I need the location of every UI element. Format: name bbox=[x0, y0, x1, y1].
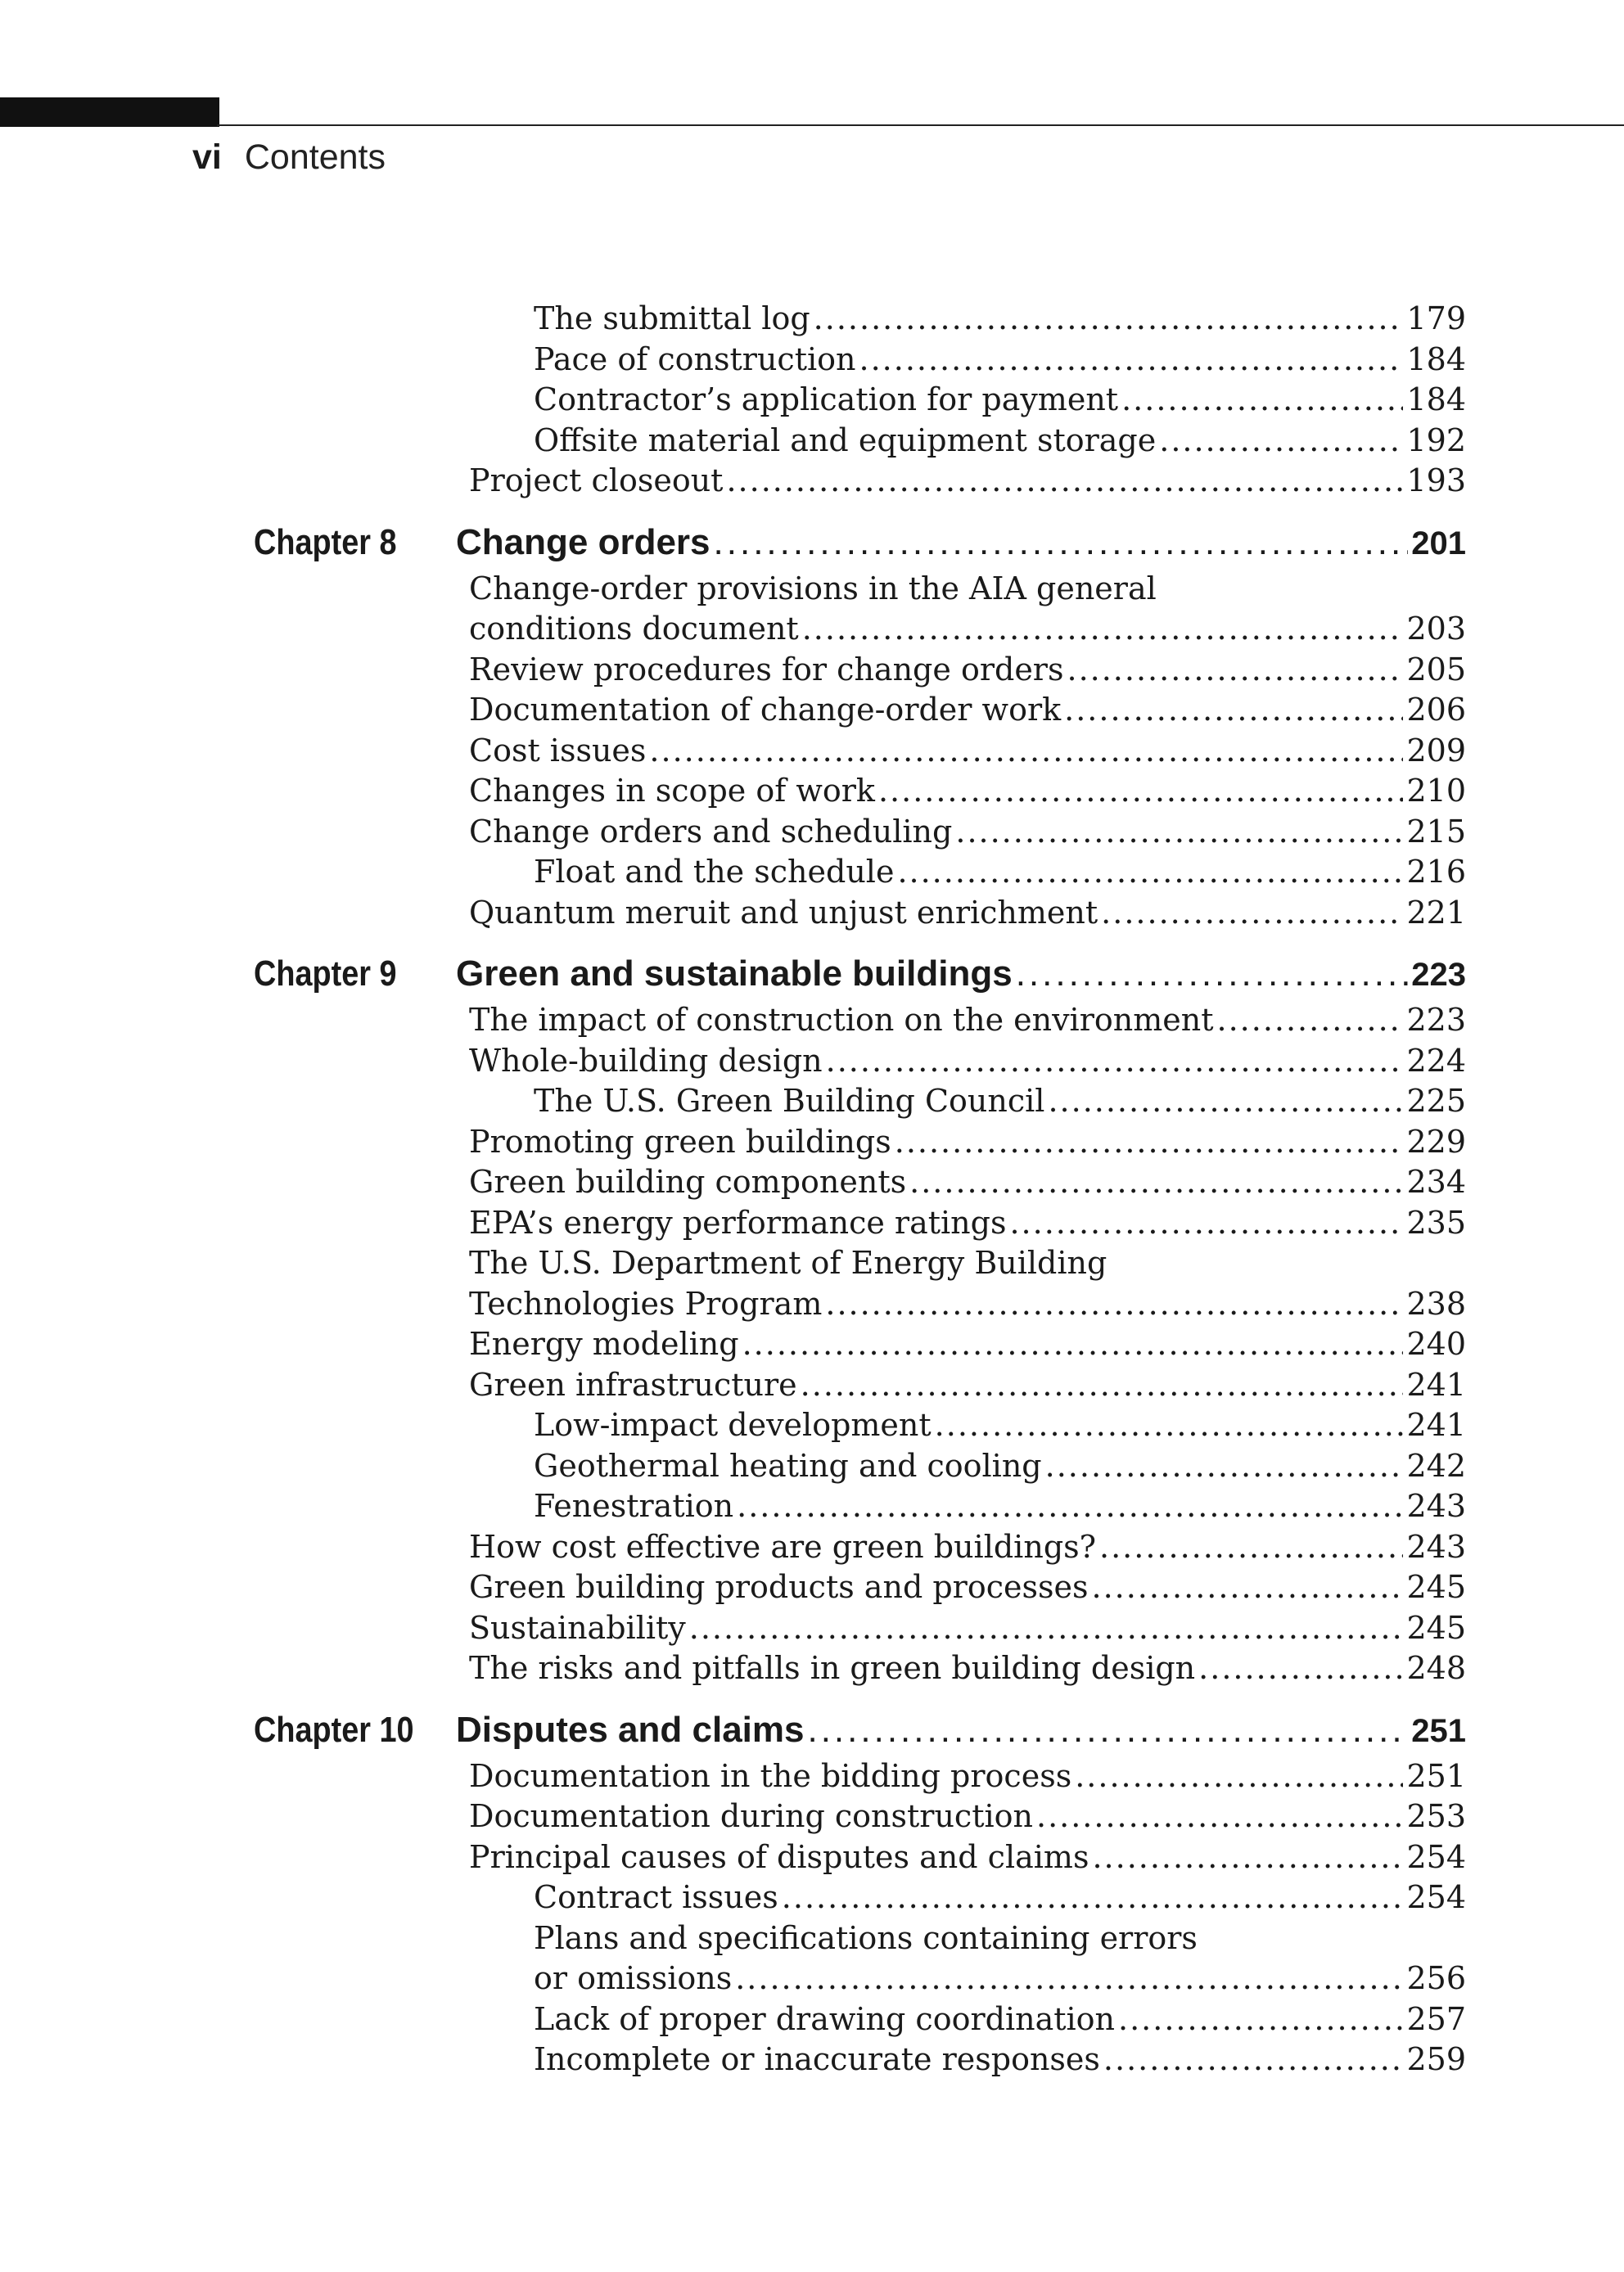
toc-entry-title: Cost issues bbox=[469, 732, 647, 769]
toc-entry[interactable] bbox=[0, 1324, 1624, 1365]
toc-entry-title: Change-order provisions in the AIA general bbox=[469, 570, 1157, 606]
dot-leaders bbox=[935, 1405, 1404, 1446]
dot-leaders bbox=[1217, 1000, 1404, 1041]
dot-leaders bbox=[1016, 948, 1409, 1000]
toc-entry[interactable] bbox=[0, 812, 1624, 853]
toc-entry-page: 257 bbox=[1406, 2000, 1466, 2037]
toc-entry-page: 243 bbox=[1406, 1528, 1466, 1565]
chapter-heading[interactable] bbox=[0, 1704, 1624, 1756]
toc-entry-title: Green building components bbox=[469, 1164, 907, 1200]
toc-entry-page: 206 bbox=[1406, 692, 1466, 728]
dot-leaders bbox=[782, 1878, 1404, 1918]
toc-entry-page: 241 bbox=[1406, 1366, 1466, 1403]
toc-entry-title: Lack of proper drawing coordination bbox=[534, 2000, 1116, 2037]
toc-entry[interactable] bbox=[0, 1567, 1624, 1608]
toc-entry[interactable] bbox=[0, 1608, 1624, 1649]
toc-entry-page: 209 bbox=[1406, 732, 1466, 769]
toc-entry[interactable] bbox=[0, 1122, 1624, 1163]
dot-leaders bbox=[1009, 1203, 1403, 1244]
toc-entry[interactable] bbox=[0, 893, 1624, 934]
toc-entry-title: Incomplete or inaccurate responses bbox=[534, 2041, 1100, 2077]
chapter-page: 201 bbox=[1411, 525, 1466, 561]
chapter-title: Green and sustainable buildings bbox=[456, 953, 1013, 994]
toc-entry-page: 205 bbox=[1406, 651, 1466, 687]
dot-leaders bbox=[825, 1284, 1403, 1325]
toc-entry-page: 253 bbox=[1406, 1798, 1466, 1834]
dot-leaders bbox=[1048, 1081, 1403, 1122]
dot-leaders bbox=[897, 852, 1403, 893]
toc-entry-page: 245 bbox=[1406, 1569, 1466, 1605]
dot-leaders bbox=[1075, 1756, 1403, 1797]
toc-entry-page: 225 bbox=[1406, 1083, 1466, 1119]
toc-entry-title: The impact of construction on the environment bbox=[469, 1002, 1214, 1038]
toc-entry-page: 254 bbox=[1406, 1838, 1466, 1875]
toc-entry-title: Project closeout bbox=[469, 462, 724, 498]
toc-entry[interactable] bbox=[0, 569, 1624, 610]
toc-entry-title: Quantum meruit and unjust enrichment bbox=[469, 894, 1098, 931]
dot-leaders bbox=[859, 340, 1404, 381]
toc-entry[interactable] bbox=[0, 1446, 1624, 1487]
chapter-page: 223 bbox=[1411, 957, 1466, 993]
dot-leaders bbox=[735, 1959, 1403, 1999]
dot-leaders bbox=[1198, 1648, 1403, 1689]
header-rule bbox=[217, 124, 1624, 126]
toc-entry[interactable] bbox=[0, 2040, 1624, 2080]
toc-entry[interactable] bbox=[0, 1041, 1624, 1082]
toc-entry-page: 179 bbox=[1406, 300, 1466, 336]
page-number: vi bbox=[192, 137, 222, 177]
toc-entry-page: 256 bbox=[1406, 1960, 1466, 1996]
toc-entry-title: or omissions bbox=[534, 1960, 733, 1996]
toc-entry-title: Float and the schedule bbox=[534, 854, 895, 890]
toc-entry[interactable] bbox=[0, 1162, 1624, 1203]
toc-entry-title: Fenestration bbox=[534, 1488, 734, 1524]
toc-entry-page: 229 bbox=[1406, 1123, 1466, 1160]
toc-entry-title: Review procedures for change orders bbox=[469, 651, 1064, 687]
dot-leaders bbox=[742, 1324, 1404, 1365]
toc-entry-title: Principal causes of disputes and claims bbox=[469, 1838, 1089, 1875]
toc-entry-title: How cost effective are green buildings? bbox=[469, 1528, 1097, 1565]
toc-entry-title: Technologies Program bbox=[469, 1285, 823, 1322]
dot-leaders bbox=[1064, 690, 1403, 731]
dot-leaders bbox=[895, 1122, 1404, 1163]
toc-entry[interactable] bbox=[0, 852, 1624, 893]
toc-entry-title: Documentation in the bidding process bbox=[469, 1757, 1072, 1794]
toc-entry-page: 224 bbox=[1406, 1042, 1466, 1079]
toc-entry[interactable] bbox=[0, 299, 1624, 340]
dot-leaders bbox=[714, 516, 1409, 569]
chapter-heading[interactable] bbox=[0, 948, 1624, 1000]
dot-leaders bbox=[649, 731, 1403, 772]
dot-leaders bbox=[1121, 380, 1403, 421]
toc-entry-page: 238 bbox=[1406, 1285, 1466, 1322]
dot-leaders bbox=[1103, 2040, 1404, 2080]
chapter-title: Change orders bbox=[456, 521, 710, 562]
toc-entry-title: Energy modeling bbox=[469, 1326, 739, 1362]
toc-entry-page: 203 bbox=[1406, 611, 1466, 647]
toc-entry[interactable] bbox=[0, 1959, 1624, 1999]
dot-leaders bbox=[955, 812, 1403, 853]
toc-entry[interactable] bbox=[0, 1000, 1624, 1041]
toc-entry-title: Whole-building design bbox=[469, 1042, 823, 1079]
dot-leaders bbox=[737, 1486, 1403, 1527]
toc-entry-page: 251 bbox=[1406, 1757, 1466, 1794]
toc-entry[interactable] bbox=[0, 1918, 1624, 1959]
dot-leaders bbox=[878, 771, 1404, 812]
toc-entry-title: Documentation of change-order work bbox=[469, 692, 1062, 728]
toc-entry-title: The risks and pitfalls in green building design bbox=[469, 1650, 1196, 1686]
chapter-label: Chapter 9 bbox=[254, 953, 397, 994]
dot-leaders bbox=[689, 1608, 1404, 1649]
chapter-label: Chapter 10 bbox=[254, 1709, 414, 1750]
toc-entry-page: 235 bbox=[1406, 1204, 1466, 1241]
toc-entry-title: Low-impact development bbox=[534, 1407, 932, 1443]
toc-entry-title: Green building products and processes bbox=[469, 1569, 1089, 1605]
toc-entry[interactable] bbox=[0, 650, 1624, 691]
toc-entry[interactable] bbox=[0, 1365, 1624, 1406]
running-head bbox=[192, 137, 386, 178]
toc-entry-page: 248 bbox=[1406, 1650, 1466, 1686]
chapter-page: 251 bbox=[1411, 1712, 1466, 1749]
toc-entry-page: 243 bbox=[1406, 1488, 1466, 1524]
toc-entry-title: Pace of construction bbox=[534, 340, 856, 377]
toc-entry-title: Contractor’s application for payment bbox=[534, 381, 1119, 417]
toc-entry[interactable] bbox=[0, 1999, 1624, 2040]
toc-entry[interactable] bbox=[0, 1486, 1624, 1527]
toc-entry[interactable] bbox=[0, 690, 1624, 731]
dot-leaders bbox=[1099, 1527, 1403, 1568]
dot-leaders bbox=[1101, 893, 1403, 934]
toc-entry[interactable] bbox=[0, 1756, 1624, 1797]
toc-entry-title: Plans and specifications containing errors bbox=[534, 1919, 1198, 1956]
toc-entry[interactable] bbox=[0, 771, 1624, 812]
toc-entry-title: Change orders and scheduling bbox=[469, 813, 953, 850]
dot-leaders bbox=[1159, 421, 1403, 462]
toc-entry-page: 254 bbox=[1406, 1879, 1466, 1915]
toc-entry-title: Contract issues bbox=[534, 1879, 778, 1915]
toc-entry[interactable] bbox=[0, 1878, 1624, 1918]
toc-entry-title: Documentation during construction bbox=[469, 1798, 1033, 1834]
toc-entry-title: Offsite material and equipment storage bbox=[534, 421, 1157, 458]
dot-leaders bbox=[826, 1041, 1404, 1082]
toc-entry-title: Green infrastructure bbox=[469, 1366, 797, 1403]
toc-entry[interactable] bbox=[0, 1284, 1624, 1325]
dot-leaders bbox=[1036, 1796, 1403, 1837]
toc-entry-page: 184 bbox=[1406, 381, 1466, 417]
page-title: Contents bbox=[244, 137, 386, 177]
toc-entry-title: The U.S. Department of Energy Building bbox=[469, 1245, 1107, 1281]
toc-entry-title: Geothermal heating and cooling bbox=[534, 1447, 1042, 1484]
toc-entry[interactable] bbox=[0, 1405, 1624, 1446]
toc-entry-page: 216 bbox=[1406, 854, 1466, 890]
toc-entry[interactable] bbox=[0, 380, 1624, 421]
dot-leaders bbox=[1092, 1837, 1403, 1878]
toc-entry-page: 210 bbox=[1406, 773, 1466, 809]
toc-entry-title: Sustainability bbox=[469, 1609, 686, 1646]
toc-entry-page: 223 bbox=[1406, 1002, 1466, 1038]
toc-entry-title: Changes in scope of work bbox=[469, 773, 875, 809]
toc-entry-page: 241 bbox=[1406, 1407, 1466, 1443]
toc-entry-page: 215 bbox=[1406, 813, 1466, 850]
toc-entry-page: 240 bbox=[1406, 1326, 1466, 1362]
toc-entry-title: Promoting green buildings bbox=[469, 1123, 891, 1160]
dot-leaders bbox=[909, 1162, 1403, 1203]
dot-leaders bbox=[807, 1704, 1408, 1756]
toc-entry-page: 193 bbox=[1406, 462, 1466, 498]
toc-entry[interactable] bbox=[0, 461, 1624, 502]
toc-entry-page: 184 bbox=[1406, 340, 1466, 377]
dot-leaders bbox=[1118, 1999, 1403, 2040]
chapter-heading[interactable] bbox=[0, 516, 1624, 569]
toc-entry[interactable] bbox=[0, 1243, 1624, 1284]
toc-entry-page: 221 bbox=[1406, 894, 1466, 931]
toc-entry[interactable] bbox=[0, 1837, 1624, 1878]
toc-entry[interactable] bbox=[0, 1796, 1624, 1837]
dot-leaders bbox=[1091, 1567, 1403, 1608]
toc-entry-title: EPA’s energy performance ratings bbox=[469, 1204, 1007, 1241]
toc-entry-page: 192 bbox=[1406, 421, 1466, 458]
toc-entry-title: The U.S. Green Building Council bbox=[534, 1083, 1045, 1119]
chapter-label: Chapter 8 bbox=[254, 521, 397, 562]
chapter-title: Disputes and claims bbox=[456, 1709, 805, 1750]
toc-entry[interactable] bbox=[0, 1081, 1624, 1122]
table-of-contents bbox=[0, 299, 1624, 2080]
toc-entry-page: 259 bbox=[1406, 2041, 1466, 2077]
dot-leaders bbox=[1067, 650, 1403, 691]
toc-entry[interactable] bbox=[0, 421, 1624, 462]
toc-entry[interactable] bbox=[0, 1203, 1624, 1244]
toc-entry-page: 242 bbox=[1406, 1447, 1466, 1484]
dot-leaders bbox=[726, 461, 1403, 502]
toc-entry-page: 234 bbox=[1406, 1164, 1466, 1200]
toc-entry-title: The submittal log bbox=[534, 300, 810, 336]
toc-entry[interactable] bbox=[0, 340, 1624, 381]
toc-entry-page: 245 bbox=[1406, 1609, 1466, 1646]
dot-leaders bbox=[802, 609, 1404, 650]
toc-entry-title: conditions document bbox=[469, 611, 799, 647]
toc-entry[interactable] bbox=[0, 1527, 1624, 1568]
toc-entry[interactable] bbox=[0, 609, 1624, 650]
dot-leaders bbox=[814, 299, 1404, 340]
toc-entry[interactable] bbox=[0, 731, 1624, 772]
dot-leaders bbox=[801, 1365, 1404, 1406]
dot-leaders bbox=[1045, 1446, 1404, 1487]
header-bar bbox=[0, 97, 219, 127]
toc-entry[interactable] bbox=[0, 1648, 1624, 1689]
